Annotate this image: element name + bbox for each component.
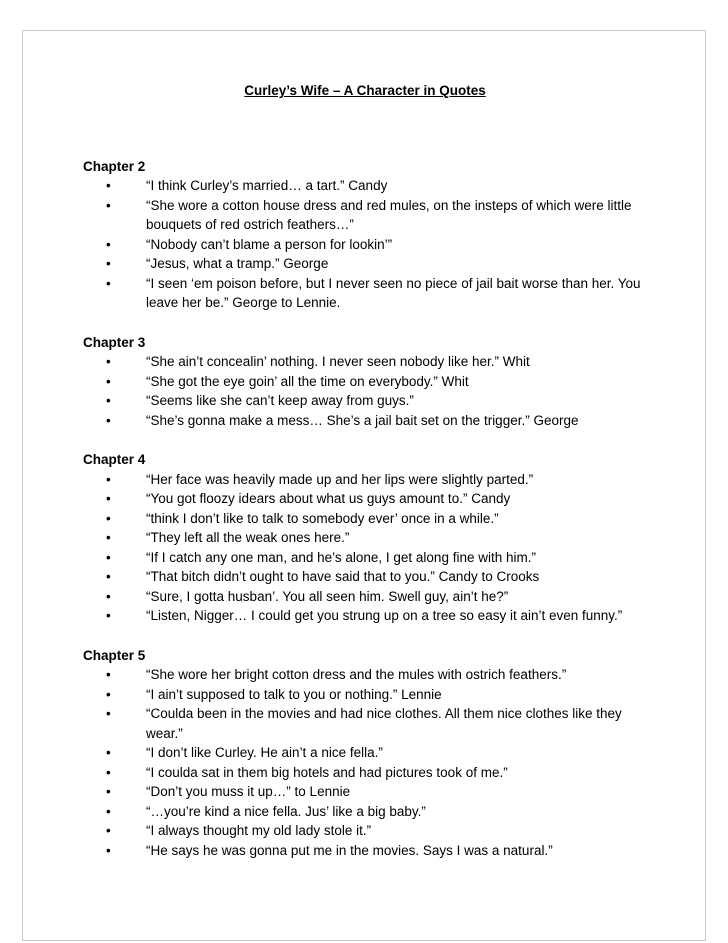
quote-item: • “She got the eye goin’ all the time on everybody.” Whit xyxy=(106,372,647,392)
chapter-heading: Chapter 2 xyxy=(83,158,146,174)
quote-item: • “She wore a cotton house dress and red mules, on the insteps of which were little bouquets of red ostrich feathers…” xyxy=(106,196,647,235)
chapter-heading: Chapter 5 xyxy=(83,647,146,663)
quote-item: • “I ain’t supposed to talk to you or nothing.” Lennie xyxy=(106,685,647,705)
quote-item: • “I think Curley’s married… a tart.” Candy xyxy=(106,176,647,196)
quote-list xyxy=(83,352,647,430)
quote-item: • “…you’re kind a nice fella. Jus’ like a big baby.” xyxy=(106,802,647,822)
chapter-section xyxy=(83,450,647,626)
quote-item: • “You got floozy idears about what us guys amount to.” Candy xyxy=(106,489,647,509)
chapter-section xyxy=(83,646,647,861)
page-title: Curley’s Wife – A Character in Quotes xyxy=(244,83,486,98)
quote-item: • “I don’t like Curley. He ain’t a nice fella.” xyxy=(106,743,647,763)
quote-item: • “Sure, I gotta husban’. You all seen him. Swell guy, ain’t he?” xyxy=(106,587,647,607)
quote-list xyxy=(83,176,647,313)
chapter-section xyxy=(83,157,647,313)
quote-item: • “I coulda sat in them big hotels and had pictures took of me.” xyxy=(106,763,647,783)
quote-item: • “She ain’t concealin’ nothing. I never seen nobody like her.” Whit xyxy=(106,352,647,372)
quote-item: • “Seems like she can’t keep away from guys.” xyxy=(106,391,647,411)
quote-item: • “Don’t you muss it up…” to Lennie xyxy=(106,782,647,802)
chapter-heading: Chapter 3 xyxy=(83,334,146,350)
sections-container xyxy=(83,157,647,861)
quote-item: • “Listen, Nigger… I could get you strung up on a tree so easy it ain’t even funny.” xyxy=(106,606,647,626)
quote-item: • “That bitch didn’t ought to have said that to you.” Candy to Crooks xyxy=(106,567,647,587)
quote-item: • “think I don’t like to talk to somebody ever’ once in a while.” xyxy=(106,509,647,529)
quote-list xyxy=(83,470,647,626)
quote-item: • “They left all the weak ones here.” xyxy=(106,528,647,548)
quote-item: • “Her face was heavily made up and her lips were slightly parted.” xyxy=(106,470,647,490)
quote-item: • “She wore her bright cotton dress and the mules with ostrich feathers.” xyxy=(106,665,647,685)
quote-item: • “Nobody can’t blame a person for lookin’” xyxy=(106,235,647,255)
chapter-section xyxy=(83,333,647,431)
quote-item: • “If I catch any one man, and he’s alone, I get along fine with him.” xyxy=(106,548,647,568)
quote-item: • “Jesus, what a tramp.” George xyxy=(106,254,647,274)
quote-item: • “He says he was gonna put me in the movies. Says I was a natural.” xyxy=(106,841,647,861)
quote-list xyxy=(83,665,647,860)
quote-item: • “I seen ‘em poison before, but I never seen no piece of jail bait worse than her. You leave her be.” George to Lennie. xyxy=(106,274,647,313)
quote-item: • “Coulda been in the movies and had nice clothes. All them nice clothes like they wear.” xyxy=(106,704,647,743)
quote-item: • “I always thought my old lady stole it.” xyxy=(106,821,647,841)
document-page xyxy=(22,30,706,941)
chapter-heading: Chapter 4 xyxy=(83,452,146,467)
quote-item: • “She’s gonna make a mess… She’s a jail bait set on the trigger.” George xyxy=(106,411,647,431)
